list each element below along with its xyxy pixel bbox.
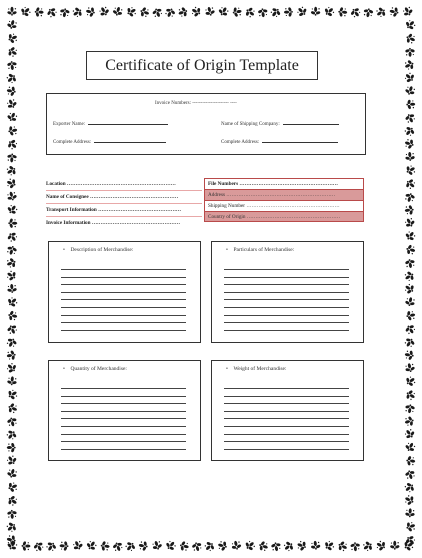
writing-line [224, 292, 349, 293]
floral-ornament [404, 374, 417, 387]
writing-line [61, 307, 186, 308]
floral-ornament [404, 441, 417, 454]
shipping-company-field[interactable] [283, 119, 339, 125]
floral-ornament [59, 541, 69, 552]
floral-ornament [404, 192, 416, 203]
floral-ornament [5, 177, 17, 190]
floral-ornament [19, 5, 32, 18]
floral-ornament [203, 540, 216, 553]
particulars-heading-text: Particulars of Merchandise: [233, 247, 295, 253]
floral-ornament [6, 19, 18, 30]
writing-line [61, 449, 186, 450]
floral-ornament [125, 5, 138, 18]
floral-ornament [5, 97, 18, 110]
floral-ornament [151, 7, 164, 19]
floral-ornament [323, 5, 336, 18]
shipping-company-row [221, 119, 339, 127]
particulars-heading: • Particulars of Merchandise: [226, 247, 295, 253]
floral-ornament [112, 6, 124, 17]
floral-ornament [45, 540, 58, 553]
floral-ornament [282, 540, 295, 553]
writing-line [61, 434, 186, 435]
floral-ornament [405, 32, 417, 45]
writing-line [224, 299, 349, 300]
floral-ornament [139, 6, 151, 19]
floral-ornament [8, 218, 17, 228]
floral-ornament [7, 442, 16, 452]
writing-line [61, 322, 186, 323]
floral-ornament [5, 454, 18, 467]
file-numbers-field[interactable]: File Numbers ………………………………………………… [204, 178, 364, 189]
address-left-field[interactable] [94, 137, 166, 143]
floral-ornament [269, 6, 282, 19]
writing-line [61, 388, 186, 389]
floral-ornament [32, 540, 45, 553]
floral-ornament [257, 8, 268, 18]
floral-ornament [405, 244, 416, 256]
floral-ornament [6, 203, 19, 216]
floral-ornament [6, 85, 17, 96]
floral-ornament [404, 415, 415, 427]
floral-ornament [6, 45, 19, 58]
floral-ornament [403, 427, 416, 440]
floral-ornament [7, 402, 19, 415]
writing-line [224, 396, 349, 397]
floral-ornament [7, 7, 17, 16]
floral-ornament [71, 6, 84, 19]
writing-line [61, 426, 186, 427]
writing-line [61, 396, 186, 397]
transport-info-field[interactable]: Transport Information ………………………………………… [46, 204, 202, 217]
floral-ornament [5, 336, 18, 349]
writing-line [224, 403, 349, 404]
floral-ornament [295, 5, 308, 18]
floral-ornament [6, 190, 18, 201]
floral-ornament [404, 18, 417, 31]
floral-ornament [404, 258, 415, 268]
floral-ornament [405, 48, 415, 57]
writing-line [224, 322, 349, 323]
floral-ornament [7, 125, 18, 137]
country-of-origin-field[interactable]: Country of Origin ……………………………………………… [204, 211, 364, 222]
document-title-text: Certificate of Origin Template [105, 56, 299, 74]
floral-ornament [6, 230, 19, 243]
floral-ornament [5, 164, 18, 177]
floral-ornament [390, 541, 400, 550]
floral-ornament [401, 5, 414, 18]
writing-line [224, 388, 349, 389]
floral-ornament [404, 469, 416, 480]
floral-ornament [7, 284, 18, 294]
writing-line [224, 449, 349, 450]
floral-ornament [6, 350, 17, 361]
floral-ornament [45, 6, 58, 19]
floral-ornament [7, 310, 18, 322]
description-heading-text: Description of Merchandise: [70, 247, 134, 253]
floral-ornament [100, 541, 110, 552]
floral-ornament [7, 376, 18, 386]
writing-line [61, 284, 186, 285]
floral-ornament [6, 245, 18, 256]
exporter-name-row [53, 119, 168, 127]
floral-ornament [7, 153, 18, 163]
floral-ornament [403, 216, 416, 229]
floral-ornament [405, 520, 417, 532]
exporter-name-label: Exporter Name: [53, 122, 86, 127]
floral-ornament [404, 389, 417, 402]
floral-ornament [404, 164, 417, 177]
floral-ornament [403, 71, 416, 84]
floral-ornament [6, 138, 19, 151]
floral-ornament [405, 152, 416, 162]
floral-ornament [375, 539, 388, 552]
floral-ornament [5, 269, 18, 282]
floral-ornament [404, 205, 414, 216]
address-right-field[interactable] [262, 137, 338, 143]
floral-ornament [403, 494, 416, 507]
writing-line [224, 434, 349, 435]
particulars-box [211, 241, 364, 343]
floral-ornament [404, 229, 417, 242]
writing-line [224, 418, 349, 419]
floral-ornament [405, 310, 416, 322]
floral-ornament [5, 521, 18, 534]
floral-ornament [112, 541, 125, 553]
writing-line [224, 330, 349, 331]
floral-ornament [404, 112, 417, 124]
floral-ornament [179, 540, 190, 552]
floral-ornament [403, 336, 416, 349]
floral-ornament [21, 541, 30, 551]
floral-ornament [406, 99, 415, 110]
floral-ornament [6, 323, 19, 335]
writing-line [61, 403, 186, 404]
floral-ornament [404, 362, 416, 373]
floral-ornament [403, 282, 416, 295]
address-left-label: Complete Address: [53, 140, 92, 145]
floral-ornament [243, 539, 256, 552]
weight-heading-text: Weight of Merchandise: [233, 366, 287, 372]
floral-ornament [164, 7, 177, 19]
quantity-heading: • Quantity of Merchandise: [63, 366, 127, 372]
floral-ornament [190, 5, 203, 18]
writing-line [61, 292, 186, 293]
writing-line [61, 330, 186, 331]
address-field[interactable]: Address ……………………………………………………… [204, 189, 364, 200]
floral-ornament [403, 270, 416, 283]
floral-ornament [6, 111, 19, 123]
floral-ornament [403, 125, 416, 138]
floral-ornament [85, 6, 96, 18]
floral-ornament [204, 6, 216, 17]
writing-line [224, 411, 349, 412]
floral-ornament [5, 257, 17, 270]
floral-ornament [6, 468, 18, 479]
writing-line [224, 284, 349, 285]
floral-ornament [404, 323, 417, 336]
shipping-company-label: Name of Shipping Company: [221, 122, 280, 127]
floral-ornament [124, 540, 137, 553]
floral-ornament [7, 61, 18, 71]
floral-ornament [404, 85, 417, 97]
floral-ornament [97, 5, 110, 18]
writing-line [224, 307, 349, 308]
floral-ornament [403, 481, 416, 494]
description-heading: • Description of Merchandise: [63, 247, 134, 253]
floral-ornament [7, 32, 19, 45]
invoice-info-field[interactable]: Invoice Information …………………………………………… [46, 220, 181, 226]
writing-line [61, 418, 186, 419]
floral-ornament [59, 8, 70, 18]
floral-ornament [270, 541, 281, 552]
shipping-number-field[interactable]: Shipping Number ……………………………………………… [204, 200, 364, 211]
floral-ornament [177, 6, 189, 18]
writing-line [224, 441, 349, 442]
floral-ornament [361, 540, 374, 553]
floral-ornament [258, 540, 270, 552]
floral-ornament [296, 539, 308, 552]
floral-ornament [71, 539, 84, 551]
floral-ornament [230, 540, 242, 551]
floral-ornament [138, 540, 149, 551]
floral-ornament [7, 510, 18, 520]
floral-ornament [284, 7, 293, 18]
floral-ornament [217, 540, 228, 552]
shipment-info-section [46, 178, 364, 230]
floral-ornament [6, 295, 19, 308]
writing-line [61, 315, 186, 316]
floral-ornament [5, 361, 18, 374]
floral-ornament [404, 349, 415, 360]
weight-heading: • Weight of Merchandise: [226, 366, 287, 372]
floral-ornament [164, 539, 177, 552]
floral-ornament [85, 539, 98, 552]
writing-line [61, 411, 186, 412]
floral-ornament [363, 8, 374, 18]
address-right-row [221, 137, 338, 145]
writing-line [61, 277, 186, 278]
writing-line [224, 277, 349, 278]
weight-box [211, 360, 364, 461]
floral-ornament [405, 508, 416, 518]
floral-ornament [310, 540, 321, 550]
floral-ornament [389, 6, 400, 18]
writing-line [61, 299, 186, 300]
floral-ornament [323, 539, 336, 552]
floral-ornament [406, 455, 416, 466]
description-box [48, 241, 201, 343]
floral-ornament [6, 534, 17, 546]
quantity-heading-text: Quantity of Merchandise: [70, 366, 127, 372]
address-right-label: Complete Address: [221, 140, 260, 145]
writing-line [224, 426, 349, 427]
exporter-details-box [46, 93, 366, 155]
floral-ornament [5, 72, 18, 85]
floral-ornament [403, 59, 415, 72]
location-field[interactable]: Location ……………………………………………………… [46, 178, 202, 191]
writing-line [224, 315, 349, 316]
consignee-field[interactable]: Name of Consignee …………………………………………… [46, 191, 202, 204]
floral-ornament [217, 5, 230, 18]
exporter-name-field[interactable] [88, 119, 168, 125]
floral-ornament [350, 542, 361, 552]
floral-ornament [6, 494, 19, 507]
document-title [86, 51, 318, 80]
floral-ornament [6, 388, 19, 401]
floral-ornament [232, 6, 243, 18]
floral-ornament [151, 539, 163, 551]
writing-line [61, 441, 186, 442]
invoice-numbers-line: Invoice Numbers: ---------------------- ---- [155, 101, 237, 106]
floral-ornament [349, 6, 362, 19]
writing-line [224, 269, 349, 270]
floral-ornament [191, 541, 203, 552]
floral-ornament [404, 404, 415, 414]
floral-ornament [403, 138, 415, 150]
floral-ornament [6, 416, 18, 427]
floral-ornament [374, 6, 387, 19]
floral-ornament [337, 540, 349, 553]
floral-ornament [34, 7, 44, 18]
address-left-row [53, 137, 166, 145]
floral-ornament [338, 7, 348, 18]
floral-ornament [244, 6, 257, 19]
floral-ornament [7, 481, 19, 494]
quantity-box [48, 360, 201, 461]
floral-ornament [5, 428, 18, 441]
writing-line [61, 269, 186, 270]
floral-ornament [404, 296, 416, 307]
floral-ornament [404, 177, 417, 190]
floral-ornament [310, 7, 320, 16]
